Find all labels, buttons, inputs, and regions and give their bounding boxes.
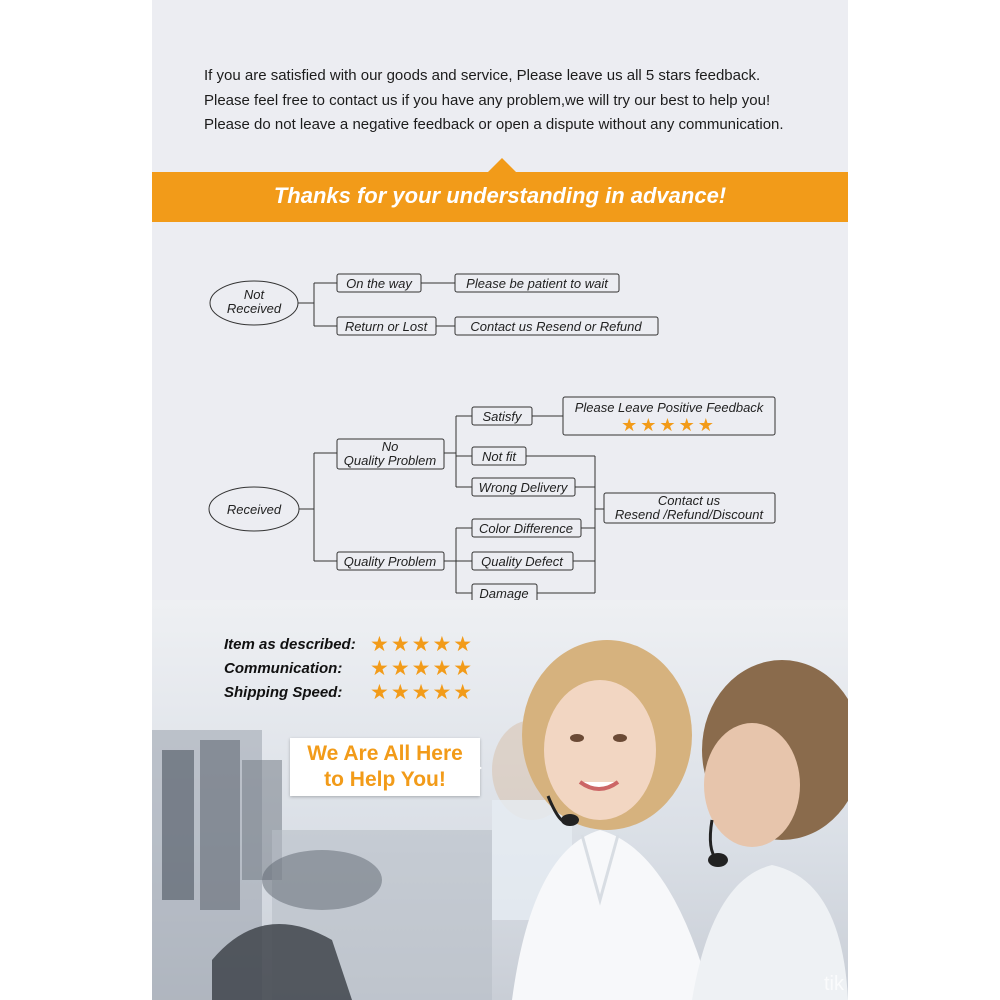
support-team-photo (152, 600, 848, 1000)
star-rating-icon: ★★★★★ (370, 632, 475, 656)
positive-feedback-label: Please Leave Positive Feedback (574, 400, 764, 415)
watermark: tik (824, 973, 844, 995)
color-difference-label: Color Difference (479, 521, 573, 536)
star-rating-icon: ★★★★★ (370, 680, 475, 704)
quality-problem-label: Quality Problem (343, 554, 437, 569)
help-speech-bubble (290, 738, 480, 796)
on-the-way-label: On the way (346, 276, 412, 291)
banner-notch (488, 158, 516, 172)
contact-resend-label: Contact us Resend or Refund (470, 319, 642, 334)
rating-row (224, 632, 474, 656)
rating-row (224, 680, 474, 704)
star-rating-icon: ★★★★★ (370, 656, 475, 680)
intro-text (204, 64, 844, 138)
rating-label: Item as described: (224, 635, 356, 653)
speech-bubble-tail (470, 760, 482, 776)
support-flowchart (152, 240, 848, 600)
intro-line-2: Please feel free to contact us if you have any problem,we will try our best to help you! (204, 91, 771, 109)
rating-label: Communication: (224, 659, 343, 677)
rating-label: Shipping Speed: (224, 683, 343, 701)
not-received-line-2: Received (226, 301, 282, 316)
be-patient-label: Please be patient to wait (466, 276, 608, 291)
help-bubble-line-2: to Help You! (324, 768, 446, 791)
contact-us-line-1: Contact us (657, 493, 721, 508)
thanks-banner (152, 172, 848, 222)
return-or-lost-label: Return or Lost (344, 319, 428, 334)
positive-feedback-stars-icon: ★★★★★ (621, 415, 717, 435)
intro-line-3: Please do not leave a negative feedback or open a dispute without any communication. (204, 116, 784, 133)
satisfy-label: Satisfy (482, 409, 522, 424)
not-received-line-1: Not (243, 287, 265, 302)
seller-ratings (224, 632, 474, 704)
wrong-delivery-label: Wrong Delivery (478, 480, 568, 495)
not-fit-label: Not fit (482, 449, 516, 464)
quality-defect-label: Quality Defect (481, 554, 563, 569)
contact-us-line-2: Resend /Refund/Discount (614, 507, 764, 522)
rating-row (224, 656, 474, 680)
no-quality-problem-line-2: Quality Problem (343, 453, 437, 468)
no-quality-problem-line-1: No (381, 439, 399, 454)
intro-line-1: If you are satisfied with our goods and service, Please leave us all 5 stars feedback. (204, 67, 761, 84)
thanks-banner-text: Thanks for your understanding in advance! (273, 183, 727, 208)
product-info-card (152, 0, 848, 1000)
damage-label: Damage (479, 586, 529, 600)
help-bubble-line-1: We Are All Here (307, 742, 463, 765)
received-label: Received (226, 502, 282, 517)
